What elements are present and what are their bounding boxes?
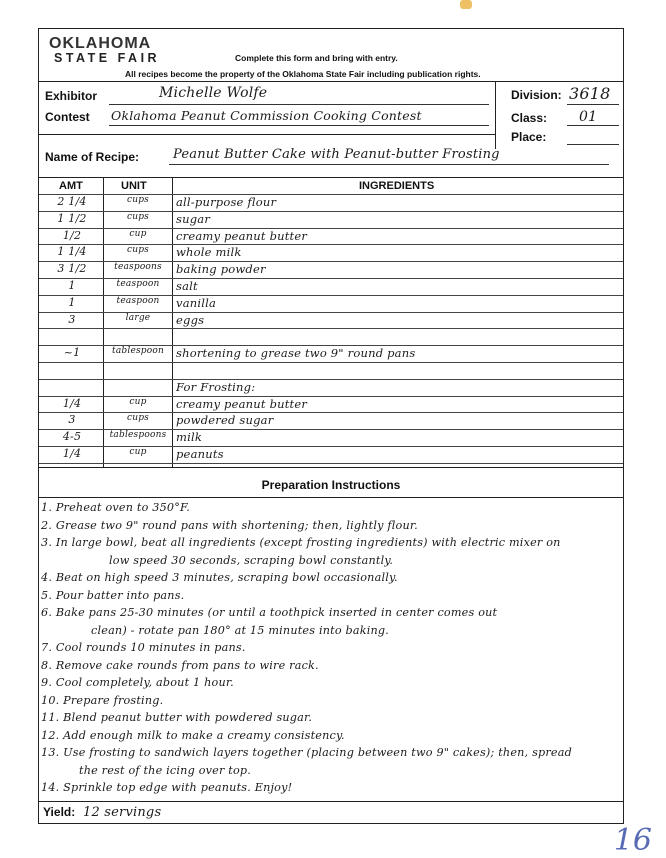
ingredient-amount[interactable]: 3 1/2 [57,262,87,276]
place-label: Place: [511,130,547,144]
ingredient-unit[interactable]: cups [126,195,150,205]
exhibitor-label: Exhibitor [45,89,98,103]
instruction-continuation: clean) - rotate pan 180° at 15 minutes into baking. [91,623,390,637]
ingredient-unit[interactable]: cups [126,211,150,222]
ingredient-name[interactable]: salt [176,279,198,293]
instruction-step: 6. Bake pans 25-30 minutes (or until a toothpick inserted in center comes out [41,606,498,619]
contest-field[interactable]: Oklahoma Peanut Commission Cooking Contest [111,108,422,123]
divider [495,81,496,149]
ingredient-row [39,278,623,295]
row-divider [39,463,623,464]
ingredient-amount[interactable]: 1 1/2 [57,211,87,225]
ingredient-unit[interactable]: cup [129,228,147,239]
ingredient-row [39,345,623,362]
ingredient-unit[interactable]: tablespoons [109,430,167,441]
divider [39,497,623,498]
instruction-step: 13. Use frosting to sandwich layers together (placing between two 9" cakes); then, spread [41,746,572,759]
instruction-step: 8. Remove cake rounds from pans to wire rack. [41,658,319,672]
ingredient-amount[interactable]: 3 [68,413,76,427]
ingredient-name[interactable]: whole milk [176,245,242,260]
logo-line-1: OKLAHOMA [49,35,152,52]
ingredient-unit[interactable]: cups [126,245,150,256]
ingredient-amount[interactable]: 2 1/4 [57,195,87,208]
instruction-step: 5. Pour batter into pans. [41,588,185,602]
ingredient-name[interactable]: eggs [176,312,205,327]
ingredient-row [39,328,623,345]
ingredient-name[interactable]: shortening to grease two 9" round pans [176,346,416,361]
ingredient-name[interactable]: creamy peanut butter [176,396,308,411]
instruction-step: 1. Preheat oven to 350°F. [41,501,191,514]
yield-field[interactable]: 12 servings [83,805,162,820]
instruction-step: 11. Blend peanut butter with powdered sugar. [41,711,313,724]
ingredient-row [39,446,623,463]
ingredient-amount[interactable]: 1/2 [62,228,82,242]
ingredient-name[interactable]: milk [176,430,203,445]
ingredient-name[interactable]: creamy peanut butter [176,228,308,243]
ingredient-unit[interactable]: cups [126,413,150,424]
ingredient-row [39,312,623,329]
yield-label: Yield: [43,805,76,819]
divider [39,134,495,135]
instruction-continuation: low speed 30 seconds, scraping bowl constantly. [109,553,394,567]
col-header-unit: UNIT [121,180,147,192]
ingredient-amount[interactable]: 1 1/4 [57,245,87,259]
page-number: 16 [613,823,652,858]
ingredient-amount[interactable]: ~1 [63,346,81,360]
recipe-name-field[interactable]: Peanut Butter Cake with Peanut-butter Frosting [173,147,500,162]
ingredient-amount[interactable]: 4-5 [62,430,82,444]
division-underline [567,104,619,105]
tape-mark [460,0,472,9]
place-underline [567,144,619,145]
recipe-name-underline [169,164,609,165]
division-label: Division: [511,88,562,102]
col-header-ingredients: INGREDIENTS [359,180,435,192]
ingredient-name[interactable]: For Frosting: [176,379,256,394]
ingredient-unit[interactable]: cup [129,396,147,407]
instruction-step: 12. Add enough milk to make a creamy consistency. [41,728,345,742]
instruction-step: 3. In large bowl, beat all ingredients (except frosting ingredients) with electric mixer on [41,536,561,549]
exhibitor-underline [109,104,489,105]
ingredient-row [39,211,623,228]
form-note-2: All recipes become the property of the Oklahoma State Fair including publication rights. [125,69,481,79]
ingredient-unit[interactable]: teaspoon [116,279,160,289]
divider [39,801,623,802]
ingredient-name[interactable]: powdered sugar [176,413,274,428]
preparation-title: Preparation Instructions [261,478,401,492]
ingredient-amount[interactable]: 1 [68,279,76,292]
ingredient-unit[interactable]: cup [129,447,147,457]
divider [39,467,623,468]
ingredient-row [39,362,623,379]
form-note-1: Complete this form and bring with entry. [235,53,398,63]
ingredient-unit[interactable]: teaspoon [116,295,160,306]
divider [39,81,623,82]
logo-line-2: STATE FAIR [54,51,161,65]
contest-label: Contest [45,110,90,124]
instruction-step: 14. Sprinkle top edge with peanuts. Enjoy! [41,781,293,794]
ingredient-row [39,379,623,396]
instruction-step: 9. Cool completely, about 1 hour. [41,676,234,689]
ingredient-unit[interactable]: teaspoons [114,262,162,273]
ingredient-name[interactable]: all-purpose flour [176,195,277,209]
instruction-step: 2. Grease two 9" round pans with shortening; then, lightly flour. [41,518,418,532]
class-field[interactable]: 01 [579,109,598,125]
division-field[interactable]: 3618 [569,84,611,103]
instruction-step: 4. Beat on high speed 3 minutes, scraping bowl occasionally. [41,571,398,584]
ingredients-table [39,177,623,467]
ingredient-amount[interactable]: 1/4 [62,396,82,410]
ingredient-row [39,194,623,211]
ingredient-row [39,244,623,261]
ingredient-row [39,429,623,446]
ingredient-name[interactable]: sugar [176,211,211,226]
col-header-amt: AMT [59,180,83,192]
ingredient-row [39,261,623,278]
ingredient-name[interactable]: peanuts [176,447,224,461]
ingredient-amount[interactable]: 1 [68,295,76,309]
ingredient-unit[interactable]: tablespoon [112,346,164,357]
preparation-steps [39,499,623,799]
ingredient-row [39,396,623,413]
ingredient-amount[interactable]: 3 [68,312,76,326]
ingredient-row [39,412,623,429]
ingredient-unit[interactable]: large [125,312,151,323]
contest-underline [109,125,489,126]
ingredient-name[interactable]: vanilla [176,295,217,310]
ingredient-name[interactable]: baking powder [176,262,266,277]
class-underline [567,125,619,126]
instruction-step: 10. Prepare frosting. [41,693,164,707]
entry-form [38,28,624,824]
class-label: Class: [511,111,548,125]
exhibitor-field[interactable]: Michelle Wolfe [159,85,268,101]
ingredient-row [39,228,623,245]
instruction-step: 7. Cool rounds 10 minutes in pans. [41,641,246,654]
recipe-name-label: Name of Recipe: [45,150,140,164]
ingredient-amount[interactable]: 1/4 [62,447,82,460]
instruction-continuation: the rest of the icing over top. [79,763,252,777]
ingredient-row [39,295,623,312]
